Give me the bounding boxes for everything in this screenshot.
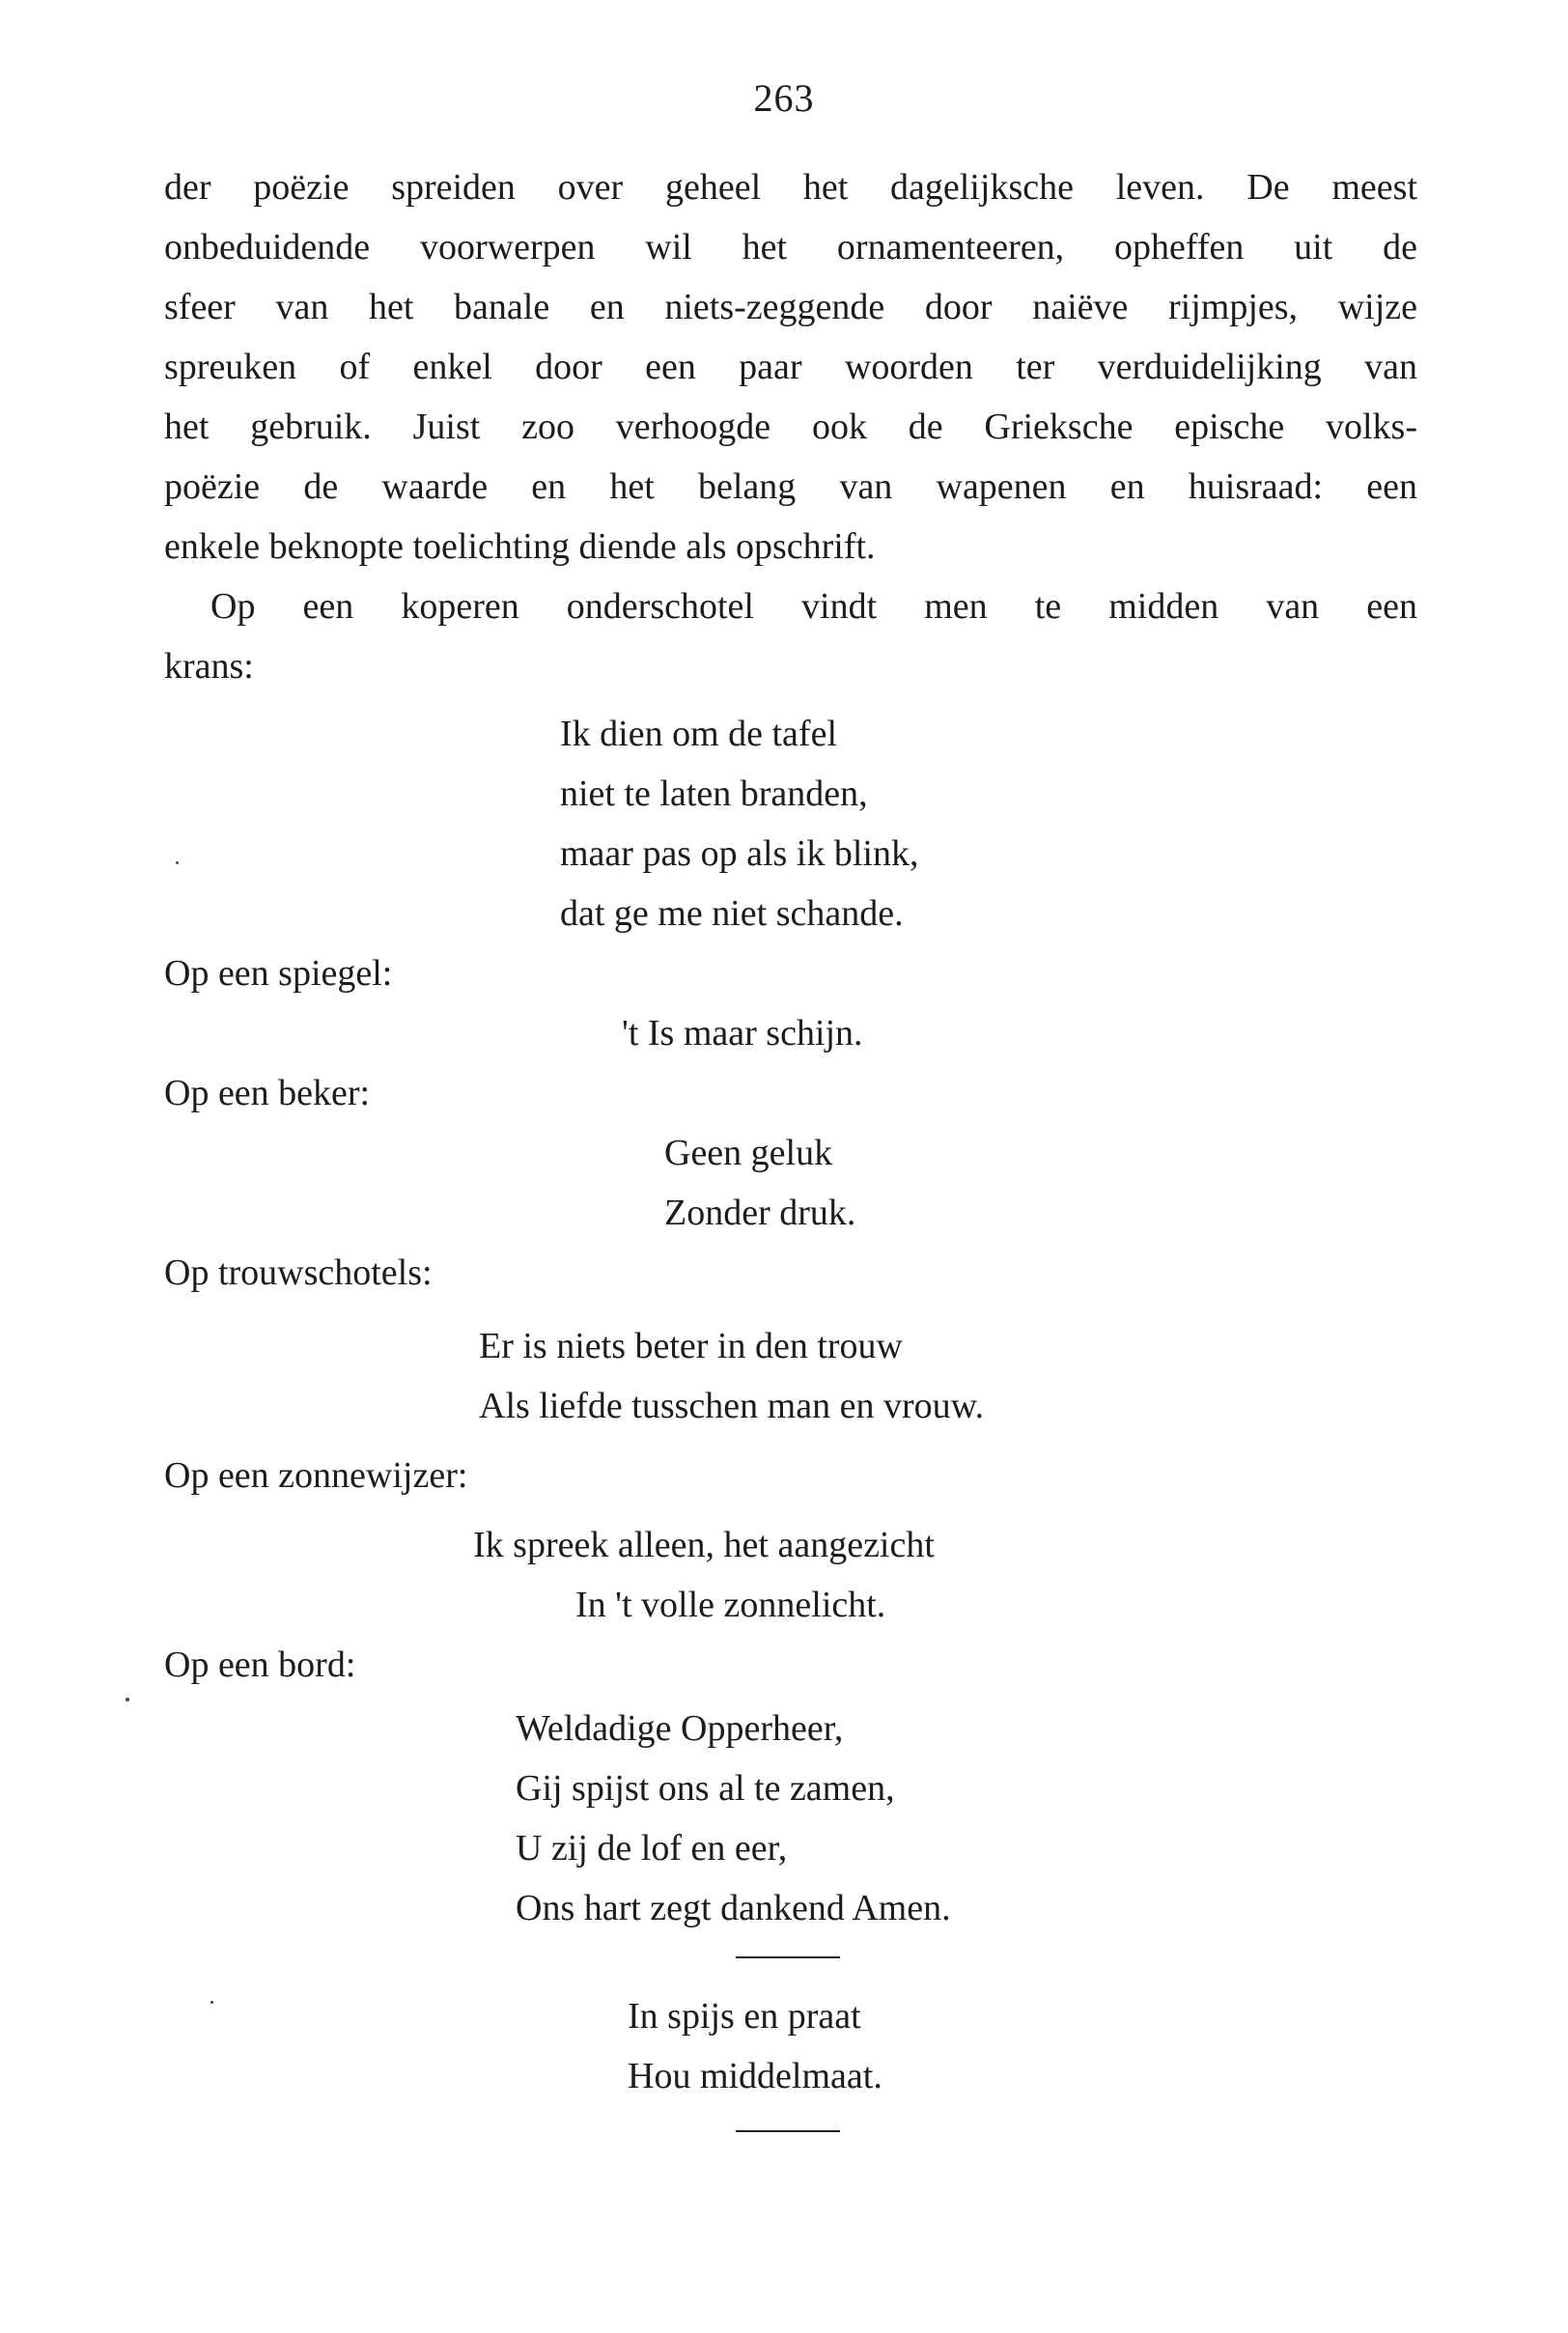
text-line: onbeduidende voorwerpen wil het ornamenteeren, opheffen uit de — [164, 227, 1417, 267]
text-line: poëzie de waarde en het belang van wapenen en huisraad: een — [164, 466, 1417, 507]
print-speck — [210, 2001, 213, 2004]
verse-line: Er is niets beter in den trouw — [479, 1326, 904, 1366]
section-divider — [736, 2130, 840, 2132]
inscription-label-beker: Op een beker: — [164, 1073, 371, 1113]
print-speck — [176, 861, 179, 864]
verse-line: Ik dien om de tafel — [560, 714, 838, 754]
inscription-label-bord: Op een bord: — [164, 1644, 356, 1685]
verse-line: Zonder druk. — [664, 1193, 856, 1233]
text-line: het gebruik. Juist zoo verhoogde ook de Grieksche epische volks- — [164, 407, 1417, 447]
verse-line: maar pas op als ik blink, — [560, 833, 919, 874]
verse-line: Ik spreek alleen, het aangezicht — [473, 1525, 935, 1565]
text-line: spreuken of enkel door een paar woorden ter verduidelijking van — [164, 347, 1417, 387]
inscription-label-spiegel: Op een spiegel: — [164, 953, 393, 994]
verse-line: U zij de lof en eer, — [516, 1828, 788, 1869]
print-speck — [126, 1698, 129, 1701]
text-line: krans: — [164, 646, 254, 687]
section-divider — [736, 1956, 840, 1958]
verse-line: Weldadige Opperheer, — [516, 1708, 844, 1749]
page-number: 263 — [753, 76, 815, 120]
text-line: Op een koperen onderschotel vindt men te midden van een — [210, 586, 1417, 627]
verse-line: Als liefde tusschen man en vrouw. — [479, 1386, 985, 1426]
verse-line: Geen geluk — [664, 1133, 833, 1173]
text-line: der poëzie spreiden over geheel het dagelijksche leven. De meest — [164, 167, 1417, 208]
verse-line: 't Is maar schijn. — [622, 1013, 863, 1054]
verse-line: In spijs en praat — [628, 1996, 861, 2037]
inscription-label-zonnewijzer: Op een zonnewijzer: — [164, 1455, 468, 1496]
text-line: sfeer van het banale en niets-zeggende door naiëve rijmpjes, wijze — [164, 287, 1417, 327]
verse-line: Gij spijst ons al te zamen, — [516, 1768, 895, 1809]
verse-line: dat ge me niet schande. — [560, 893, 904, 934]
verse-line: niet te laten branden, — [560, 773, 868, 814]
verse-line: In 't volle zonnelicht. — [575, 1585, 886, 1625]
verse-line: Ons hart zegt dankend Amen. — [516, 1888, 951, 1928]
verse-line: Hou middelmaat. — [628, 2056, 882, 2096]
inscription-label-trouwschotels: Op trouwschotels: — [164, 1252, 433, 1293]
text-line: enkele beknopte toelichting diende als opschrift. — [164, 526, 876, 567]
